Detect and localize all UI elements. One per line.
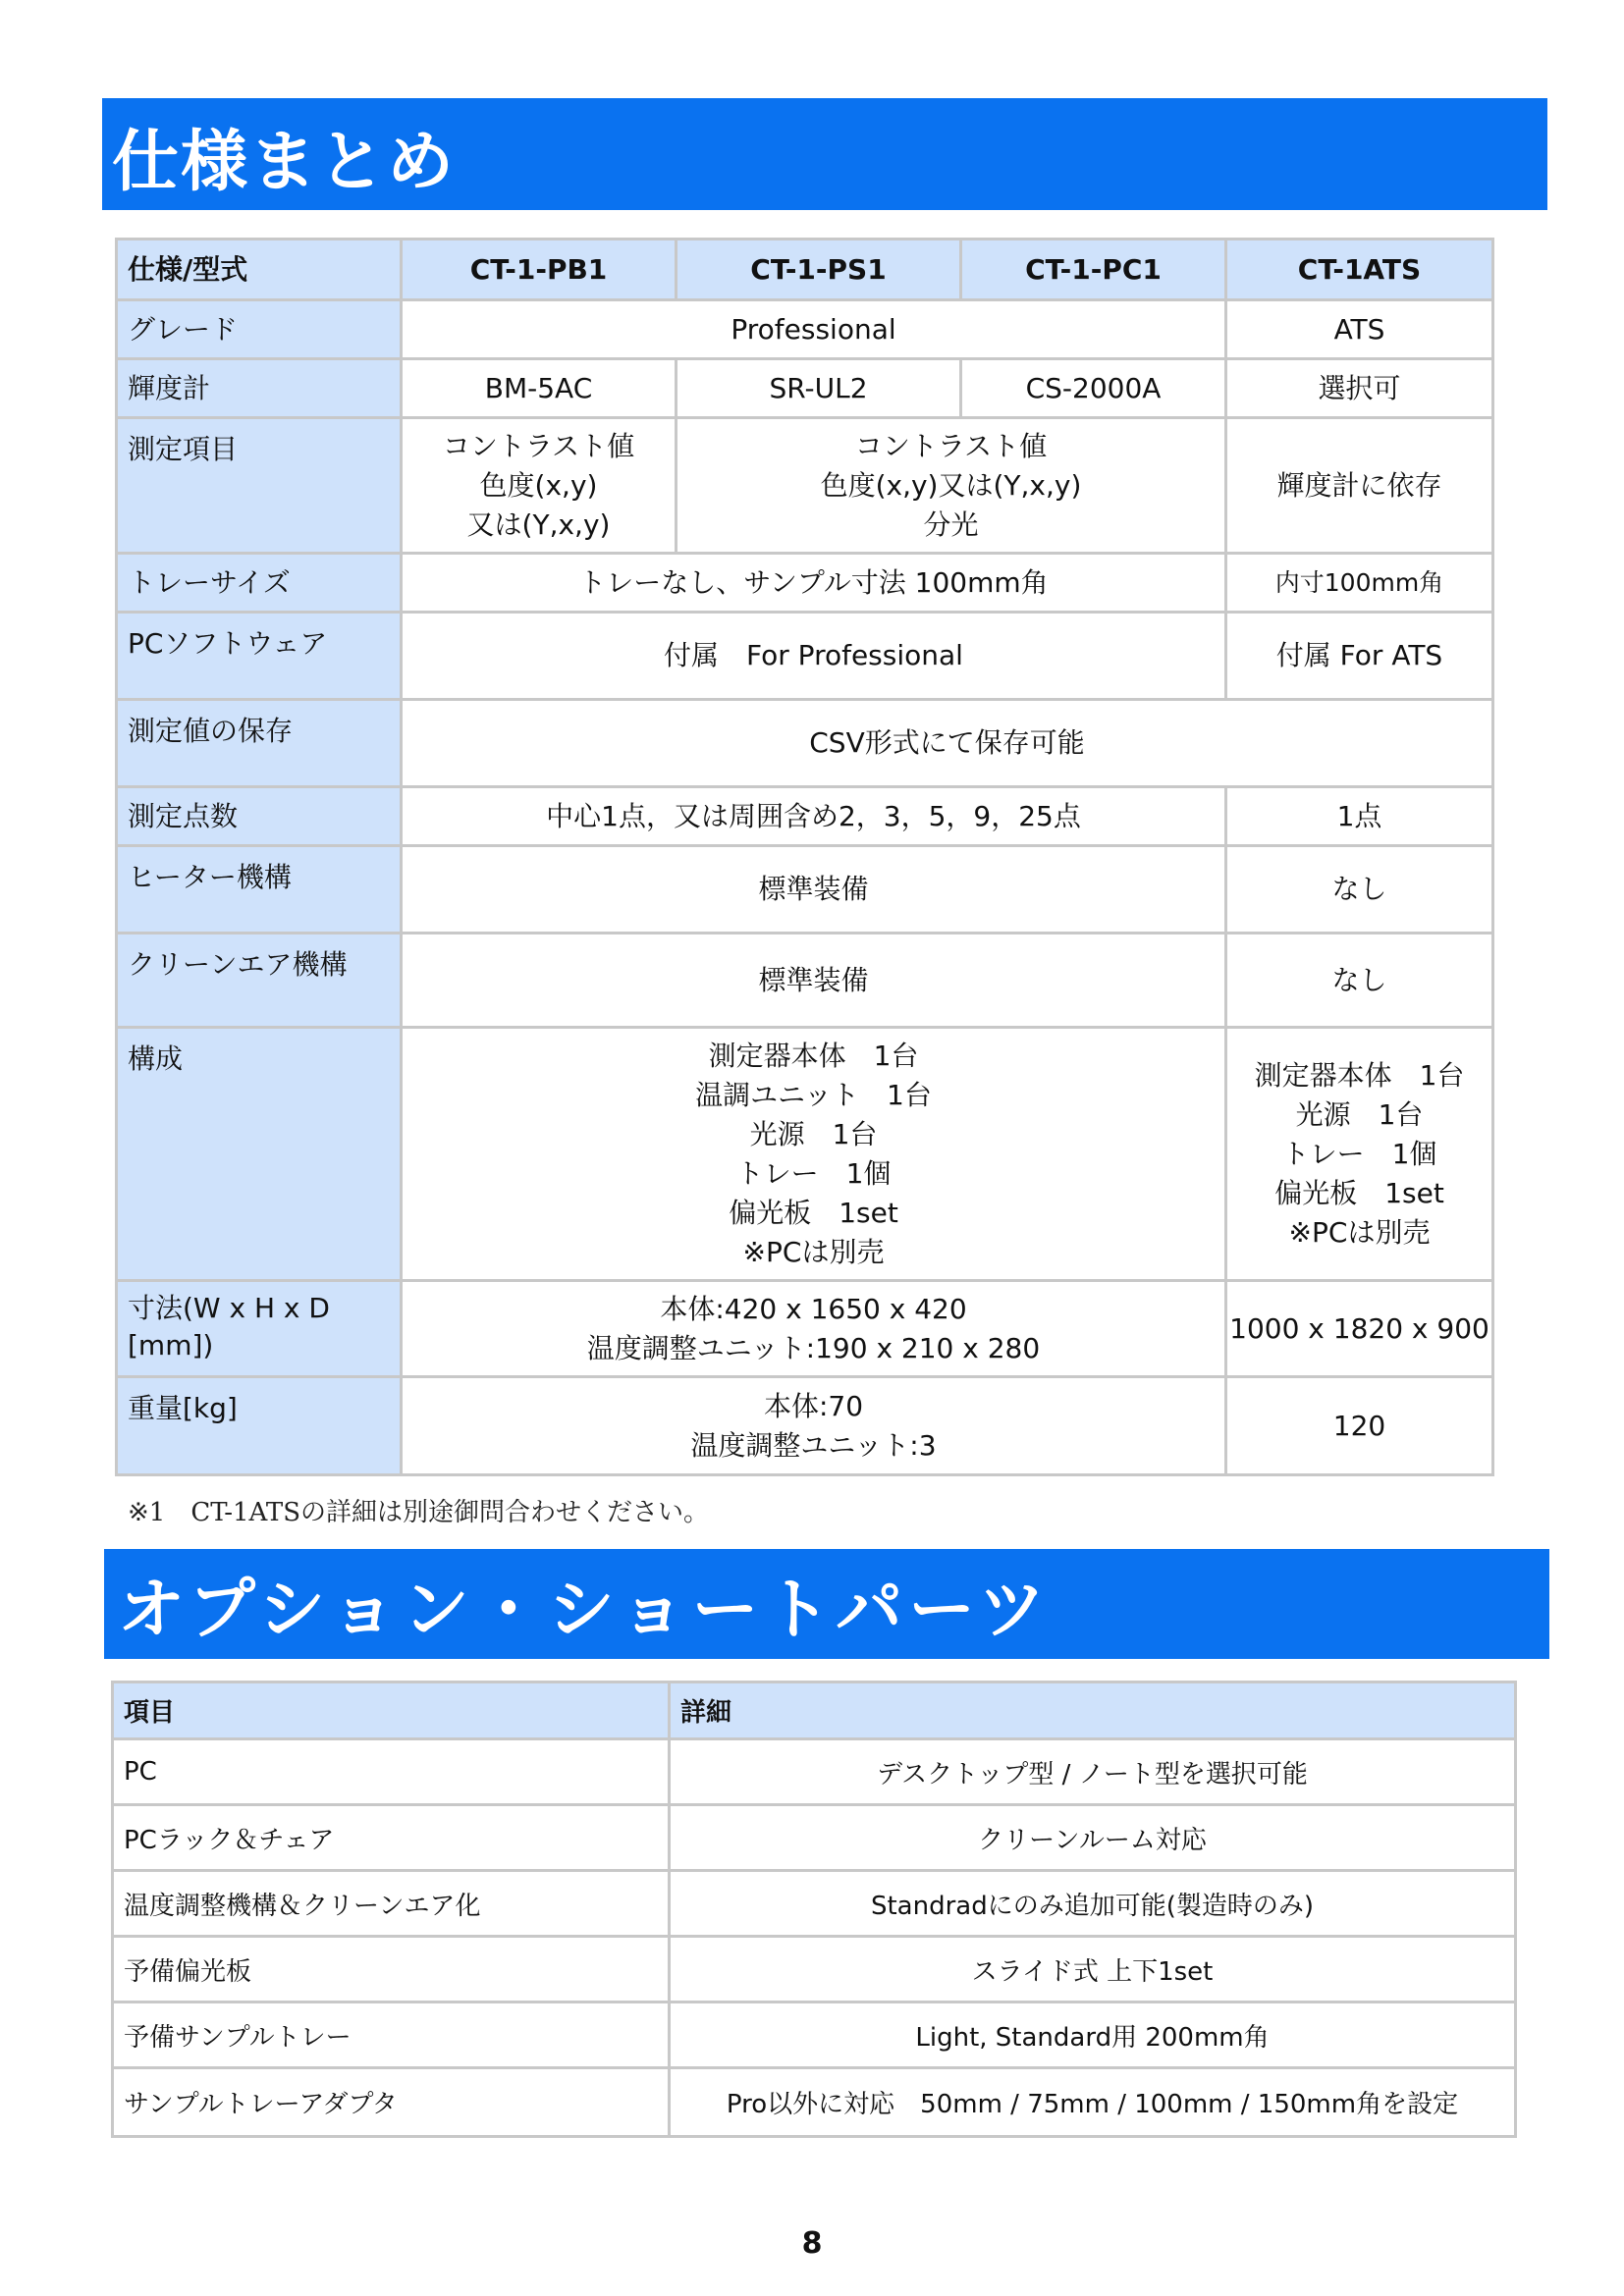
text-line: 偏光板 1set [1274, 1176, 1444, 1209]
row-config [118, 1029, 1491, 1282]
measure-items-ps-pc [677, 419, 1227, 555]
clean-air-ats: なし [1227, 934, 1491, 1029]
text-line: ※PCは別売 [1288, 1215, 1431, 1249]
tray-size-ats: 内寸100mm角 [1227, 555, 1491, 614]
header-detail: 詳細 [671, 1683, 1514, 1740]
option-item: 予備サンプルトレー [114, 2003, 671, 2069]
software-pro: 付属 For Professional [403, 614, 1227, 701]
row-clean-air [118, 934, 1491, 1029]
label-tray-size: トレーサイズ [118, 555, 403, 614]
text-line: 測定器本体 1台 [708, 1039, 919, 1072]
text-line: 温調ユニット 1台 [695, 1078, 932, 1111]
heater-ats: なし [1227, 847, 1491, 934]
heater-pro: 標準装備 [403, 847, 1227, 934]
label-clean-air: クリーンエア機構 [118, 934, 403, 1029]
grade-professional: Professional [403, 301, 1227, 360]
luminance-pb1: BM-5AC [403, 360, 677, 419]
config-ats [1227, 1029, 1491, 1282]
table-row [114, 1806, 1514, 1872]
option-detail: クリーンルーム対応 [671, 1806, 1514, 1872]
row-weight [118, 1378, 1491, 1473]
option-item: 温度調整機構＆クリーンエア化 [114, 1872, 671, 1938]
table-row [114, 2069, 1514, 2135]
row-grade [118, 301, 1491, 360]
row-save [118, 701, 1491, 788]
table-row [114, 1872, 1514, 1938]
measure-items-ats: 輝度計に依存 [1227, 419, 1491, 555]
text-line: トレー 1個 [1281, 1137, 1437, 1170]
text-line: 光源 1台 [1295, 1097, 1424, 1131]
points-ats: 1点 [1227, 788, 1491, 847]
table-row [114, 1938, 1514, 2003]
text-line: 色度(x,y) [479, 468, 598, 502]
label-luminance-meter: 輝度計 [118, 360, 403, 419]
dimensions-ats: 1000 x 1820 x 900 [1227, 1282, 1491, 1378]
option-detail: Standradにのみ追加可能(製造時のみ) [671, 1872, 1514, 1938]
weight-pro [403, 1378, 1227, 1473]
spec-table [115, 238, 1494, 1476]
text-line: [mm]) [128, 1329, 214, 1362]
label-config: 構成 [118, 1029, 403, 1282]
row-dimensions [118, 1282, 1491, 1378]
row-tray-size [118, 555, 1491, 614]
spec-header-row [118, 240, 1491, 301]
row-measure-items [118, 419, 1491, 555]
table-row [114, 1740, 1514, 1806]
option-item: PCラック＆チェア [114, 1806, 671, 1872]
section-title-options: オプション・ショートパーツ [104, 1549, 1549, 1659]
dimensions-pro [403, 1282, 1227, 1378]
footnote: ※1 CT-1ATSの詳細は別途御問合わせください。 [128, 1498, 710, 1527]
option-item: PC [114, 1740, 671, 1806]
text-line: ※PCは別売 [742, 1235, 885, 1268]
option-item: 予備偏光板 [114, 1938, 671, 2003]
clean-air-pro: 標準装備 [403, 934, 1227, 1029]
header-spec-model: 仕様/型式 [118, 240, 403, 301]
text-line: 分光 [923, 507, 979, 541]
text-line: トレー 1個 [735, 1156, 892, 1190]
header-item: 項目 [114, 1683, 671, 1740]
label-grade: グレード [118, 301, 403, 360]
row-heater [118, 847, 1491, 934]
row-points [118, 788, 1491, 847]
tray-size-pro: トレーなし、サンプル寸法 100mm角 [403, 555, 1227, 614]
measure-items-pb1 [403, 419, 677, 555]
text-line: 色度(x,y)又は(Y,x,y) [820, 468, 1082, 502]
label-save: 測定値の保存 [118, 701, 403, 788]
header-ct-1ats: CT-1ATS [1227, 240, 1491, 301]
points-pro: 中心1点，又は周囲含め2，3，5，9，25点 [403, 788, 1227, 847]
label-heater: ヒーター機構 [118, 847, 403, 934]
row-pc-software [118, 614, 1491, 701]
options-header-row [114, 1683, 1514, 1740]
options-table [111, 1681, 1517, 2138]
label-measure-items: 測定項目 [118, 419, 403, 555]
text-line: 温度調整ユニット:190 x 210 x 280 [586, 1331, 1041, 1364]
option-detail: デスクトップ型 / ノート型を選択可能 [671, 1740, 1514, 1806]
label-points: 測定点数 [118, 788, 403, 847]
text-line: 又は(Y,x,y) [466, 507, 611, 541]
text-line: 本体:420 x 1650 x 420 [660, 1292, 967, 1325]
luminance-pc1: CS-2000A [962, 360, 1227, 419]
text-line: 測定器本体 1台 [1254, 1058, 1465, 1092]
option-detail: Light, Standard用 200mm角 [671, 2003, 1514, 2069]
label-dimensions [118, 1282, 403, 1378]
luminance-ps1: SR-UL2 [677, 360, 962, 419]
text-line: 偏光板 1set [729, 1196, 898, 1229]
text-line: 温度調整ユニット:3 [690, 1428, 937, 1462]
option-item: サンプルトレーアダプタ [114, 2069, 671, 2135]
text-line: コントラスト値 [854, 429, 1048, 462]
row-luminance-meter [118, 360, 1491, 419]
save-value: CSV形式にて保存可能 [403, 701, 1491, 788]
label-weight: 重量[kg] [118, 1378, 403, 1473]
header-ct-1-pb1: CT-1-PB1 [403, 240, 677, 301]
weight-ats: 120 [1332, 1409, 1386, 1442]
option-detail: Pro以外に対応 50mm / 75mm / 100mm / 150mm角を設定 [726, 2090, 1459, 2119]
grade-ats: ATS [1227, 301, 1491, 360]
header-ct-1-pc1: CT-1-PC1 [962, 240, 1227, 301]
text-line: 本体:70 [763, 1389, 864, 1422]
software-ats: 付属 For ATS [1227, 614, 1491, 701]
table-row [114, 2003, 1514, 2069]
text-line: 寸法(W x H x D [128, 1292, 330, 1324]
option-detail: スライド式 上下1set [671, 1938, 1514, 2003]
page-number: 8 [801, 2226, 823, 2261]
label-pc-software: PCソフトウェア [118, 614, 403, 701]
config-pro [403, 1029, 1227, 1282]
text-line: 光源 1台 [749, 1117, 878, 1150]
header-ct-1-ps1: CT-1-PS1 [677, 240, 962, 301]
luminance-ats: 選択可 [1227, 360, 1491, 419]
section-title-spec-summary: 仕様まとめ [102, 98, 1547, 210]
text-line: コントラスト値 [442, 429, 635, 462]
